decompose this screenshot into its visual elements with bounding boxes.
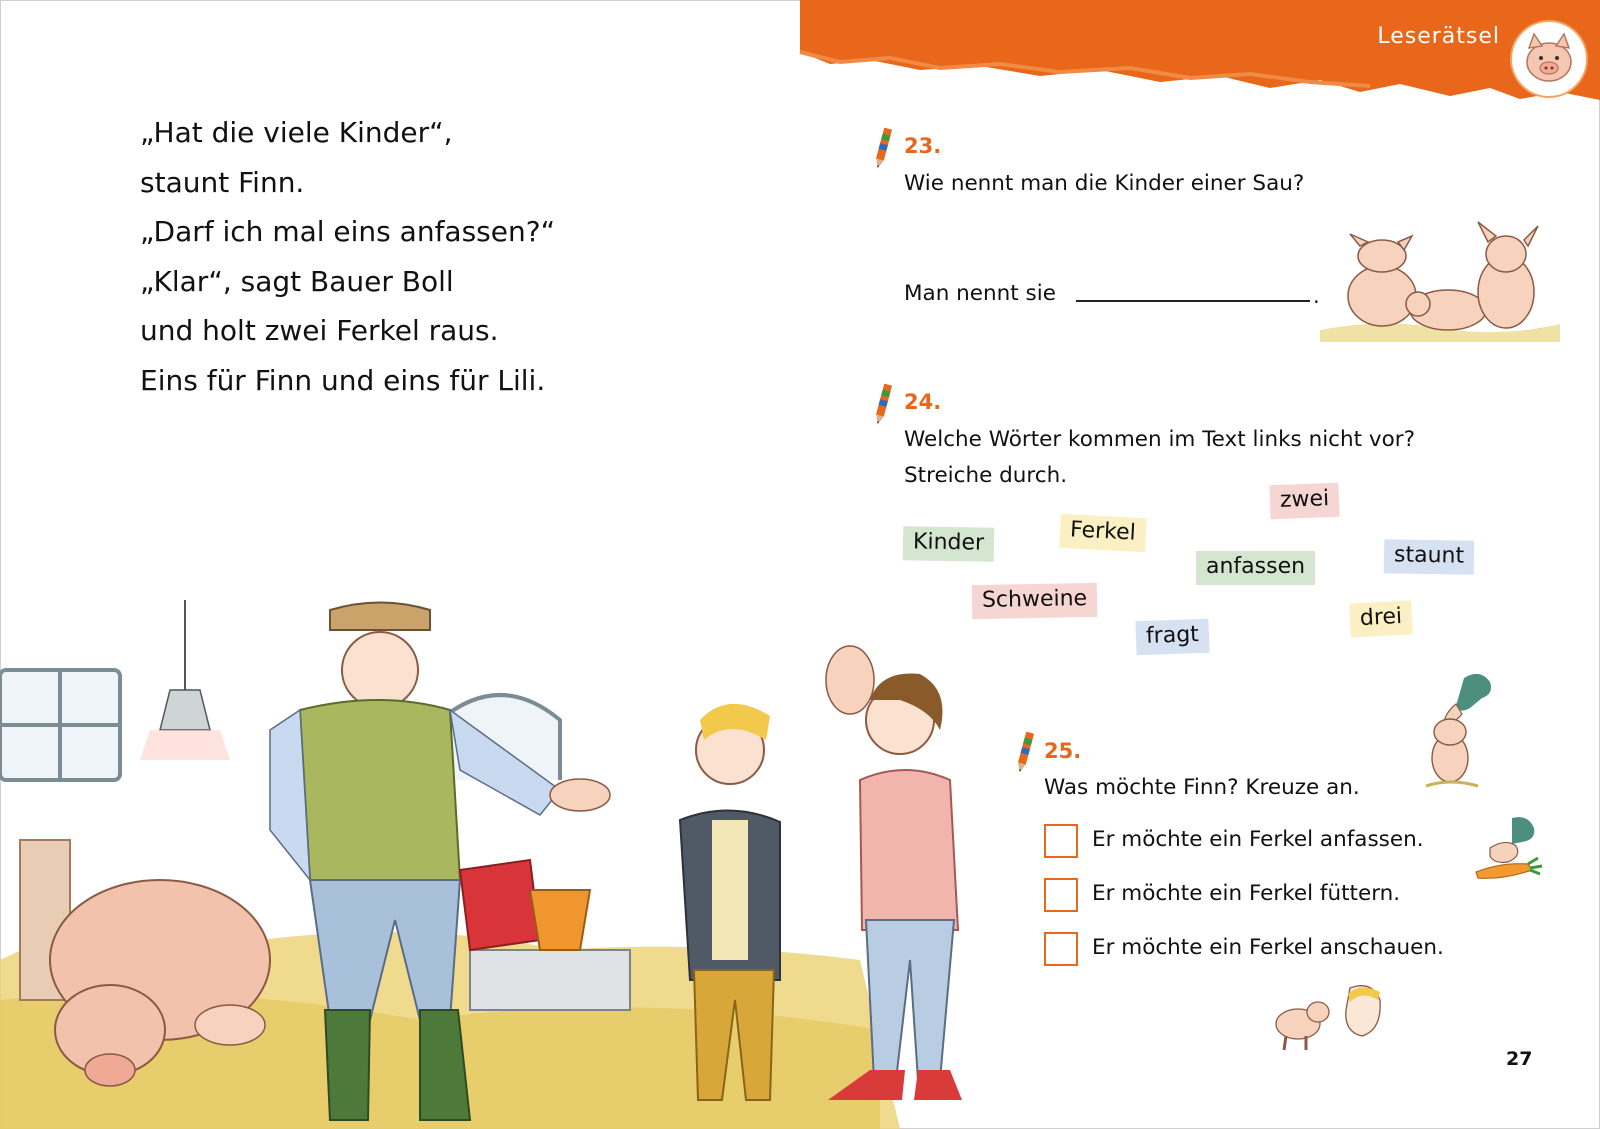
hand-with-carrot-illustration: [1472, 814, 1552, 894]
answer-prompt: Man nennt sie: [904, 281, 1056, 306]
question-instruction: Streiche durch.: [904, 463, 1068, 488]
question-text: Wie nennt man die Kinder einer Sau?: [904, 171, 1305, 196]
question-text: Was möchte Finn? Kreuze an.: [1044, 775, 1360, 800]
word-tile[interactable]: fragt: [1135, 619, 1209, 656]
question-number: 24.: [904, 390, 942, 414]
banner-label: Leserätsel: [1377, 24, 1500, 49]
question-number: 23.: [904, 134, 942, 158]
hand-with-pig-illustration: [1416, 668, 1506, 798]
story-line: staunt Finn.: [140, 165, 305, 199]
story-line: und holt zwei Ferkel raus.: [140, 314, 499, 348]
pig-and-boy-illustration: [1266, 980, 1396, 1055]
word-tile[interactable]: Kinder: [903, 526, 995, 562]
word-tile[interactable]: drei: [1349, 600, 1413, 637]
question-number: 25.: [1044, 739, 1082, 763]
piglets-illustration: [1320, 218, 1560, 348]
answer-end: .: [1313, 284, 1320, 308]
farm-scene-illustration: [0, 600, 1060, 1129]
pig-face-icon: [1510, 20, 1588, 98]
story-line: „Klar“, sagt Bauer Boll: [140, 264, 454, 298]
word-tile[interactable]: Schweine: [972, 583, 1098, 619]
option-label: Er möchte ein Ferkel anschauen.: [1092, 935, 1444, 960]
pencil-icon: [870, 382, 896, 426]
banner-brush-stroke: [800, 0, 1600, 105]
story-line: „Darf ich mal eins anfassen?“: [140, 215, 556, 249]
word-tile[interactable]: zwei: [1269, 483, 1339, 519]
question-text: Welche Wörter kommen im Text links nicht vor?: [904, 427, 1416, 452]
story-line: „Hat die viele Kinder“,: [140, 116, 453, 149]
option-label: Er möchte ein Ferkel füttern.: [1092, 881, 1401, 906]
word-tile[interactable]: Ferkel: [1059, 514, 1146, 552]
option-label: Er möchte ein Ferkel anfassen.: [1092, 827, 1424, 852]
pencil-icon: [870, 126, 896, 170]
word-tile[interactable]: staunt: [1384, 539, 1475, 575]
story-text: [140, 108, 555, 406]
answer-blank[interactable]: [1076, 300, 1310, 302]
page-number: 27: [1506, 1048, 1533, 1070]
story-line: Eins für Finn und eins für Lili.: [140, 363, 546, 397]
word-tile[interactable]: anfassen: [1196, 551, 1315, 585]
